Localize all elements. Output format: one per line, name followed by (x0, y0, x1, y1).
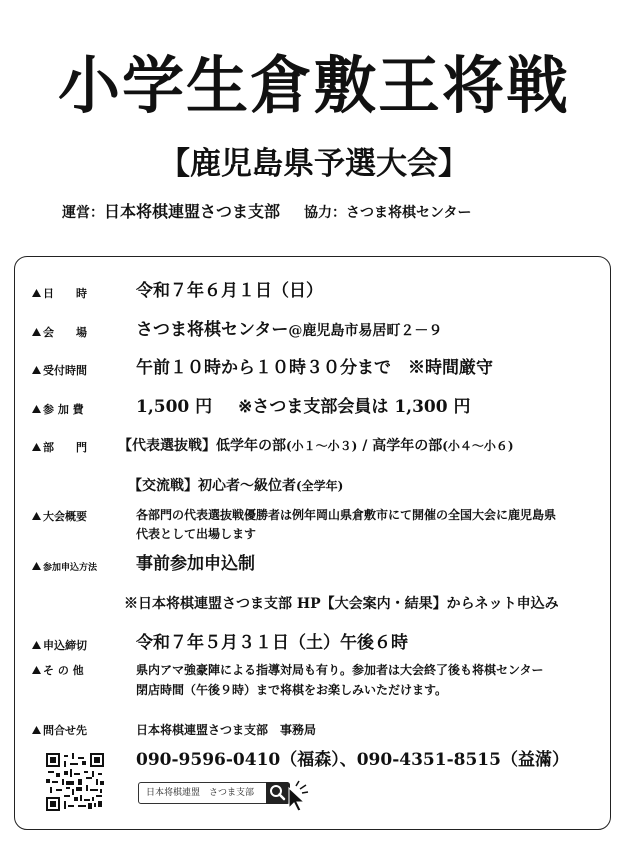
value-other-line1: 県内アマ強豪陣による指導対局も有り。参加者は大会終了後も将棋センター (136, 663, 544, 677)
fee-note: ※さつま支部会員は 1,300 円 (238, 397, 471, 417)
cursor-pointer-icon (284, 780, 310, 814)
value-fee: 1,500 円 ※さつま支部会員は 1,300 円 (136, 397, 471, 417)
label-other: そ の 他 (32, 663, 84, 679)
page-title: 小学生倉敷王将戦 (57, 49, 570, 122)
triangle-bullet-icon (32, 666, 41, 674)
venue-address: @鹿児島市易居町２－９ (288, 323, 443, 339)
label-fee: 参 加 費 (32, 402, 84, 418)
organizer-name: 日本将棋連盟さつま支部 (104, 202, 281, 221)
value-other-line2: 閉店時間（午後９時）まで将棋をお楽しみいただけます。 (136, 683, 448, 697)
label-overview: 大会概要 (32, 509, 87, 525)
triangle-bullet-icon (32, 328, 41, 336)
triangle-bullet-icon (32, 405, 41, 413)
value-date: 令和７年６月１日（日） (136, 281, 323, 301)
info-panel (14, 256, 611, 830)
value-reception: 午前１０時から１０時３０分まで ※時間厳守 (136, 358, 493, 378)
value-overview-line1: 各部門の代表選抜戦優勝者は例年岡山県倉敷市にて開催の全国大会に鹿児島県 (136, 508, 557, 522)
label-contact: 問合せ先 (32, 723, 87, 739)
triangle-bullet-icon (32, 366, 41, 374)
triangle-bullet-icon (32, 443, 41, 451)
value-deadline: 令和７年５月３１日（土）午後６時 (136, 633, 408, 653)
page-subtitle: 【鹿児島県予選大会】 (159, 146, 469, 182)
value-division-line1: 【代表選抜戦】低学年の部(小１～小３) / 高学年の部(小４～小６) (118, 438, 514, 454)
triangle-bullet-icon (32, 641, 41, 649)
value-venue: さつま将棋センター@鹿児島市易居町２－９ (136, 320, 443, 340)
triangle-bullet-icon (32, 289, 41, 297)
label-division: 部 門 (32, 440, 87, 456)
triangle-bullet-icon (32, 726, 41, 734)
cooperation-label: 協力： (304, 205, 347, 221)
label-date: 日 時 (32, 286, 87, 302)
label-venue: 会 場 (32, 325, 87, 341)
cooperation-name: さつま将棋センター (346, 205, 472, 221)
value-contact-phones: 090-9596-0410（福森）、090-4351-8515（益滿） (136, 750, 569, 770)
search-box[interactable] (138, 782, 290, 804)
qr-code[interactable] (46, 753, 104, 811)
triangle-bullet-icon (32, 562, 41, 570)
value-contact-org: 日本将棋連盟さつま支部 事務局 (136, 723, 317, 737)
value-application: 事前参加申込制 (136, 554, 255, 574)
organizer-line (62, 200, 471, 225)
label-application: 参加申込方法 (32, 560, 97, 576)
value-overview-line2: 代表として出場します (136, 527, 257, 541)
value-division-line2: 【交流戦】初心者～級位者(全学年) (128, 478, 344, 494)
value-application-note: ※日本将棋連盟さつま支部 HP【大会案内・結果】からネット申込み (124, 596, 559, 612)
organizer-label: 運営： (62, 205, 104, 221)
triangle-bullet-icon (32, 512, 41, 520)
label-reception: 受付時間 (32, 363, 87, 379)
search-text: 日本将棋連盟 さつま支部 (146, 788, 255, 798)
label-deadline: 申込締切 (32, 638, 87, 654)
